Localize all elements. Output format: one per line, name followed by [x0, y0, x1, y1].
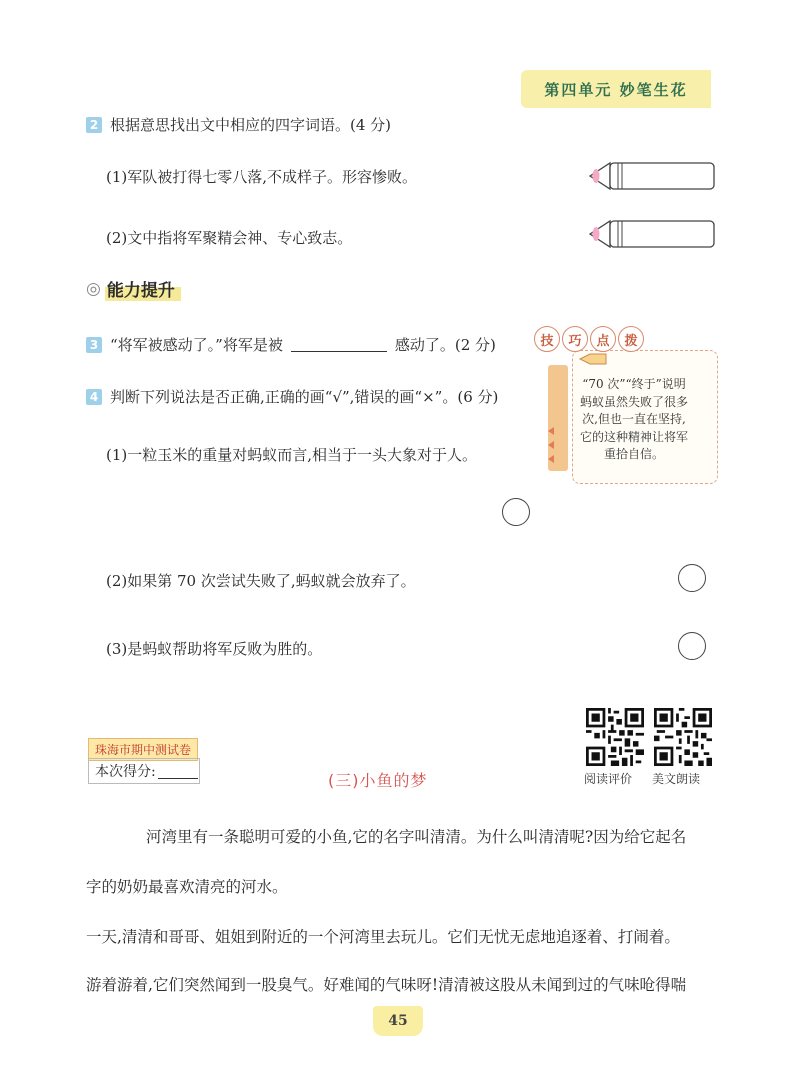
tip-badge: 拨	[618, 326, 644, 352]
tip-badge: 点	[590, 326, 616, 352]
paragraph-line: 一天,清清和哥哥、姐姐到附近的一个河湾里去玩儿。它们无忧无虑地追逐着、打闹着。	[86, 928, 680, 946]
q4-item-3: (3)是蚂蚁帮助将军反败为胜的。	[106, 640, 323, 658]
tip-badge: 巧	[562, 326, 588, 352]
q4-item-2: (2)如果第 70 次尝试失败了,蚂蚁就会放弃了。	[106, 572, 416, 590]
question-number: 4	[86, 389, 102, 405]
qr-label-reading: 阅读评价	[584, 772, 633, 786]
qr-code-icon[interactable]	[586, 708, 644, 766]
pencil-answer-box-1[interactable]	[588, 158, 716, 194]
q3-answer-blank[interactable]	[291, 337, 387, 352]
question-prompt: 判断下列说法是否正确,正确的画“√”,错误的画“×”。(6 分)	[110, 388, 499, 406]
question-number: 2	[86, 117, 102, 133]
source-tag: 珠海市期中测试卷	[88, 738, 198, 761]
page-number: 45	[373, 1006, 423, 1036]
q3-text-before: “将军被感动了。”将军是被	[110, 336, 283, 354]
question-2	[86, 114, 391, 135]
pencil-answer-box-2[interactable]	[588, 216, 716, 252]
score-label: 本次得分:	[95, 764, 156, 780]
q4-answer-circle-1[interactable]	[502, 498, 530, 526]
section-title	[86, 276, 181, 301]
q2-item-1: (1)军队被打得七零八落,不成样子。形容惨败。	[106, 168, 418, 186]
tip-text: “70 次”“终于”说明蚂蚁虽然失败了很多次,但也一直在坚持,它的这种精神让将军重拾自信。	[580, 377, 689, 461]
paragraph-line: 河湾里有一条聪明可爱的小鱼,它的名字叫清清。为什么叫清清呢?因为给它起名	[146, 828, 687, 846]
qr-code-icon[interactable]	[654, 708, 712, 766]
pencil-pointer-icon	[578, 352, 608, 366]
q4-item-1: (1)一粒玉米的重量对蚂蚁而言,相当于一头大象对于人。	[106, 446, 478, 464]
paragraph-line: 字的奶奶最喜欢清亮的河水。	[86, 878, 288, 896]
question-prompt: 根据意思找出文中相应的四字词语。(4 分)	[110, 116, 392, 134]
paragraph-line: 游着游着,它们突然闻到一股臭气。好难闻的气味呀!清清被这股从未闻到过的气味呛得喘	[86, 976, 687, 994]
q4-answer-circle-3[interactable]	[678, 632, 706, 660]
unit-banner: 第四单元 妙笔生花	[521, 70, 711, 108]
qr-label-recital: 美文朗读	[652, 772, 701, 786]
score-blank[interactable]	[158, 764, 198, 779]
q2-item-2: (2)文中指将军聚精会神、专心致志。	[106, 229, 353, 247]
tip-badges	[534, 326, 644, 352]
section-icon: ◎	[86, 278, 101, 299]
q3-text-after: 感动了。(2 分)	[394, 336, 496, 354]
question-number: 3	[86, 337, 102, 353]
question-3	[86, 334, 496, 355]
section-label: 能力提升	[105, 276, 181, 301]
tip-badge: 技	[534, 326, 560, 352]
q4-answer-circle-2[interactable]	[678, 564, 706, 592]
tip-arrows-icon	[546, 425, 554, 469]
score-box	[88, 758, 200, 784]
story-title: (三)小鱼的梦	[328, 771, 428, 790]
question-4	[86, 386, 498, 407]
